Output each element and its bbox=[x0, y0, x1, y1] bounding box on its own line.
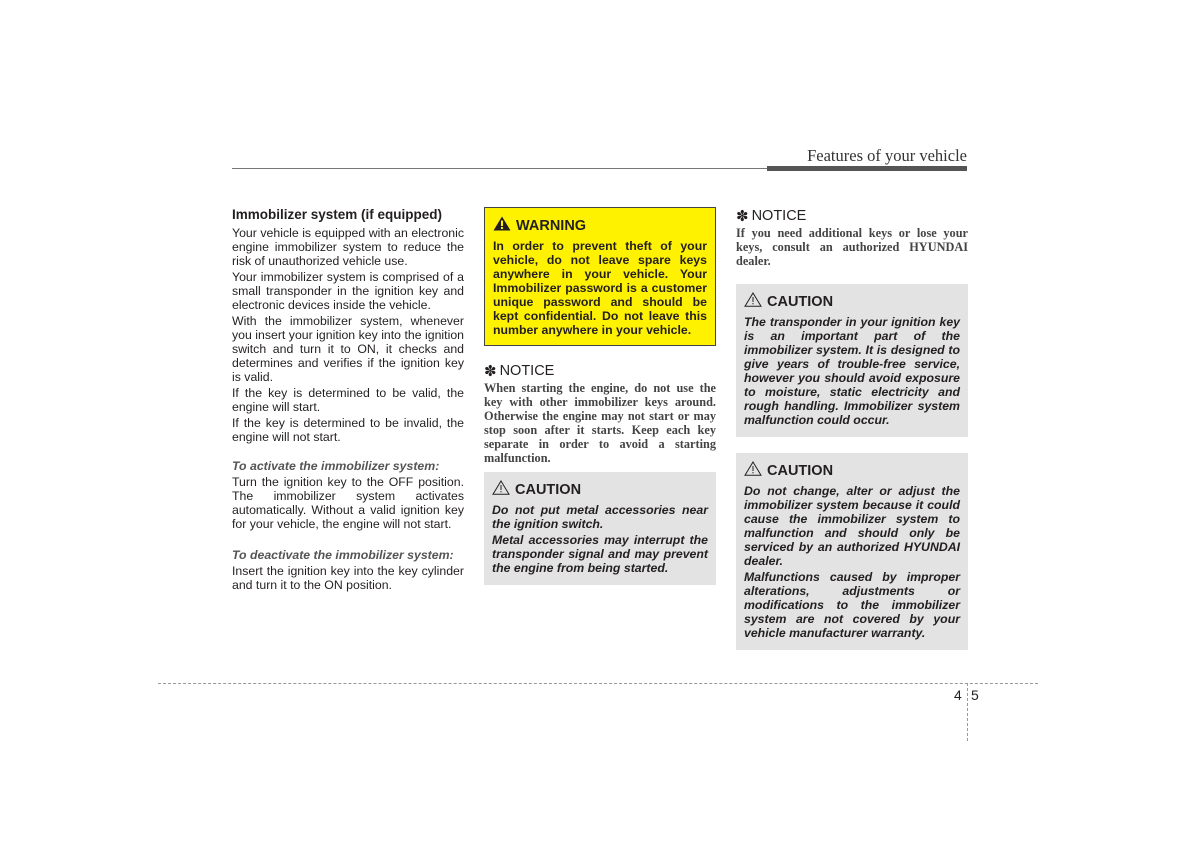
caution-text: Metal accessories may interrupt the transponder signal and may prevent the engine from being started. bbox=[492, 533, 708, 575]
paragraph: Your immobilizer system is comprised of a small transponder in the ignition key and electronic devices inside the vehicle. bbox=[232, 270, 464, 312]
page-number: 5 bbox=[971, 687, 979, 703]
caution-text: The transponder in your ignition key is an important part of the immobilizer system. It is designed to give years of trouble-free service, however you should avoid exposure to moisture, static electricity and rough handling. Immobilizer system malfunction could occur. bbox=[744, 315, 960, 427]
deactivate-paragraph: Insert the ignition key into the key cylinder and turn it to the ON position. bbox=[232, 564, 464, 592]
notice-block bbox=[736, 207, 968, 268]
paragraph: With the immobilizer system, whenever you insert your ignition key into the ignition switch and turn it to ON, it checks and determines and verifies if the ignition key is valid. bbox=[232, 314, 464, 384]
notice-header bbox=[484, 362, 716, 380]
notice-title: NOTICE bbox=[499, 363, 555, 379]
column-right bbox=[736, 207, 968, 650]
chapter-number: 4 bbox=[954, 687, 962, 703]
paragraph: If the key is determined to be invalid, the engine will not start. bbox=[232, 416, 464, 444]
column-left bbox=[232, 207, 464, 594]
warning-title: WARNING bbox=[516, 218, 587, 234]
section-title: Immobilizer system (if equipped) bbox=[232, 207, 443, 222]
caution-triangle-icon bbox=[744, 292, 762, 312]
caution-box bbox=[736, 284, 968, 437]
caution-header bbox=[744, 292, 960, 312]
activate-subheading: To activate the immobilizer system: bbox=[232, 459, 440, 473]
column-middle bbox=[484, 207, 716, 585]
footer-divider bbox=[158, 683, 1038, 684]
footer-page-divider bbox=[967, 683, 968, 741]
caution-title: CAUTION bbox=[767, 463, 834, 479]
caution-triangle-icon bbox=[492, 480, 510, 500]
caution-header bbox=[492, 480, 708, 500]
activate-paragraph: Turn the ignition key to the OFF position. The immobilizer system activates automatically. Without a valid ignition key for your vehicle, the engine will not start. bbox=[232, 475, 464, 531]
caution-box bbox=[484, 472, 716, 585]
section-header-title: Features of your vehicle bbox=[807, 146, 967, 165]
caution-box bbox=[736, 453, 968, 650]
caution-text: Malfunctions caused by improper alterations, adjustments or modifications to the immobilizer system are not covered by your vehicle manufacturer warranty. bbox=[744, 570, 960, 640]
header-rule-accent bbox=[767, 166, 967, 171]
notice-star-icon: ✽ bbox=[736, 208, 749, 225]
warning-header bbox=[493, 216, 707, 236]
caution-title: CAUTION bbox=[767, 294, 834, 310]
notice-text: When starting the engine, do not use the key with other immobilizer keys around. Otherwise the engine may not start or may stop soon after it starts. Keep each key separate in order to avoid a starting malfunction. bbox=[484, 381, 716, 465]
paragraph: Your vehicle is equipped with an electronic engine immobilizer system to reduce the risk of unauthorized vehicle use. bbox=[232, 226, 464, 268]
paragraph: If the key is determined to be valid, the engine will start. bbox=[232, 386, 464, 414]
notice-header bbox=[736, 207, 968, 225]
warning-text: In order to prevent theft of your vehicle, do not leave spare keys anywhere in your vehicle. Your Immobilizer password is a customer unique password and should be kept confidential. Do not leave this number anywhere in your vehicle. bbox=[493, 239, 707, 337]
caution-text: Do not change, alter or adjust the immobilizer system because it could cause the immobilizer system to malfunction and should only be serviced by an authorized HYUNDAI dealer. bbox=[744, 484, 960, 568]
notice-star-icon: ✽ bbox=[484, 363, 497, 380]
caution-header bbox=[744, 461, 960, 481]
notice-block bbox=[484, 362, 716, 465]
notice-title: NOTICE bbox=[751, 208, 807, 224]
caution-title: CAUTION bbox=[515, 482, 582, 498]
deactivate-subheading: To deactivate the immobilizer system: bbox=[232, 548, 454, 562]
caution-text: Do not put metal accessories near the ignition switch. bbox=[492, 503, 708, 531]
notice-text: If you need additional keys or lose your keys, consult an authorized HYUNDAI dealer. bbox=[736, 226, 968, 268]
warning-triangle-icon bbox=[493, 216, 511, 236]
caution-triangle-icon bbox=[744, 461, 762, 481]
warning-box bbox=[484, 207, 716, 346]
